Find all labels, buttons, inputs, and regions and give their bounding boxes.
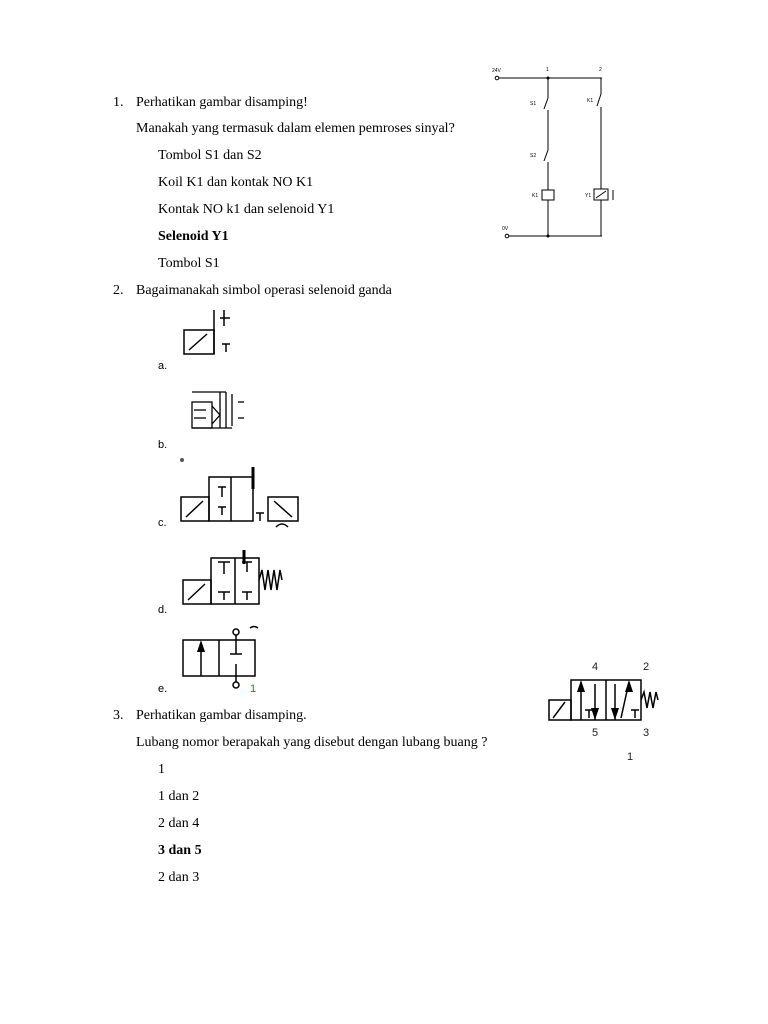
q2-option-c-symbol[interactable] [178,465,303,527]
q1-option-a[interactable]: Tombol S1 dan S2 [158,148,262,163]
q2-option-a-symbol[interactable] [180,306,240,356]
q3-option-a[interactable]: 1 [158,762,165,777]
q2-option-c-letter[interactable]: c. [158,517,167,529]
q2-option-e-letter[interactable]: e. [158,683,168,695]
port-2-label: 2 [643,661,650,673]
question-1-prompt: Perhatikan gambar disamping! [136,95,308,110]
q2-option-d-letter[interactable]: d. [158,604,168,616]
q2-option-e-symbol[interactable] [180,624,270,694]
question-3-number: 3. [113,708,124,723]
q3-option-d-answer[interactable]: 3 dan 5 [158,843,202,858]
s1-label: S1 [530,101,537,107]
question-3-text: Lubang nomor berapakah yang disebut dengan lubang buang ? [136,735,488,750]
valve-5-2-diagram [545,652,680,767]
question-1-text: Manakah yang termasuk dalam elemen pemroses sinyal? [136,121,455,136]
q2-option-d-symbol[interactable] [180,550,285,606]
question-2-text: Bagaimanakah simbol operasi selenoid ganda [136,283,392,298]
q3-option-c[interactable]: 2 dan 4 [158,816,200,831]
question-2-number: 2. [113,283,124,298]
q2-option-b-symbol[interactable] [186,388,246,438]
port-1-label: 1 [627,751,634,763]
rung-1-label: 1 [546,67,549,73]
q1-option-d-answer[interactable]: Selenoid Y1 [158,229,229,244]
port-4-label: 4 [592,661,599,673]
q1-option-e[interactable]: Tombol S1 [158,256,220,271]
ground-label: 0V [502,226,509,232]
question-3-prompt: Perhatikan gambar disamping. [136,708,307,723]
q2-option-b-letter[interactable]: b. [158,439,168,451]
question-1-number: 1. [113,95,124,110]
k1-contact-label: K1 [587,98,594,104]
q1-option-c[interactable]: Kontak NO k1 dan selenoid Y1 [158,202,335,217]
y1-label: Y1 [585,193,592,199]
rung-2-label: 2 [599,67,602,73]
supply-label: 24V [492,68,501,74]
q3-option-e[interactable]: 2 dan 3 [158,870,200,885]
port-5-label: 5 [592,727,599,739]
port-3-label: 3 [643,727,650,739]
port-1-label-green: 1 [250,683,257,695]
q2-option-a-letter[interactable]: a. [158,360,168,372]
relay-circuit-diagram [490,62,630,247]
artifact-dot [180,458,184,462]
q1-option-b[interactable]: Koil K1 dan kontak NO K1 [158,175,314,190]
s2-label: S2 [530,153,537,159]
q3-option-b[interactable]: 1 dan 2 [158,789,200,804]
k1-coil-label: K1 [532,193,539,199]
